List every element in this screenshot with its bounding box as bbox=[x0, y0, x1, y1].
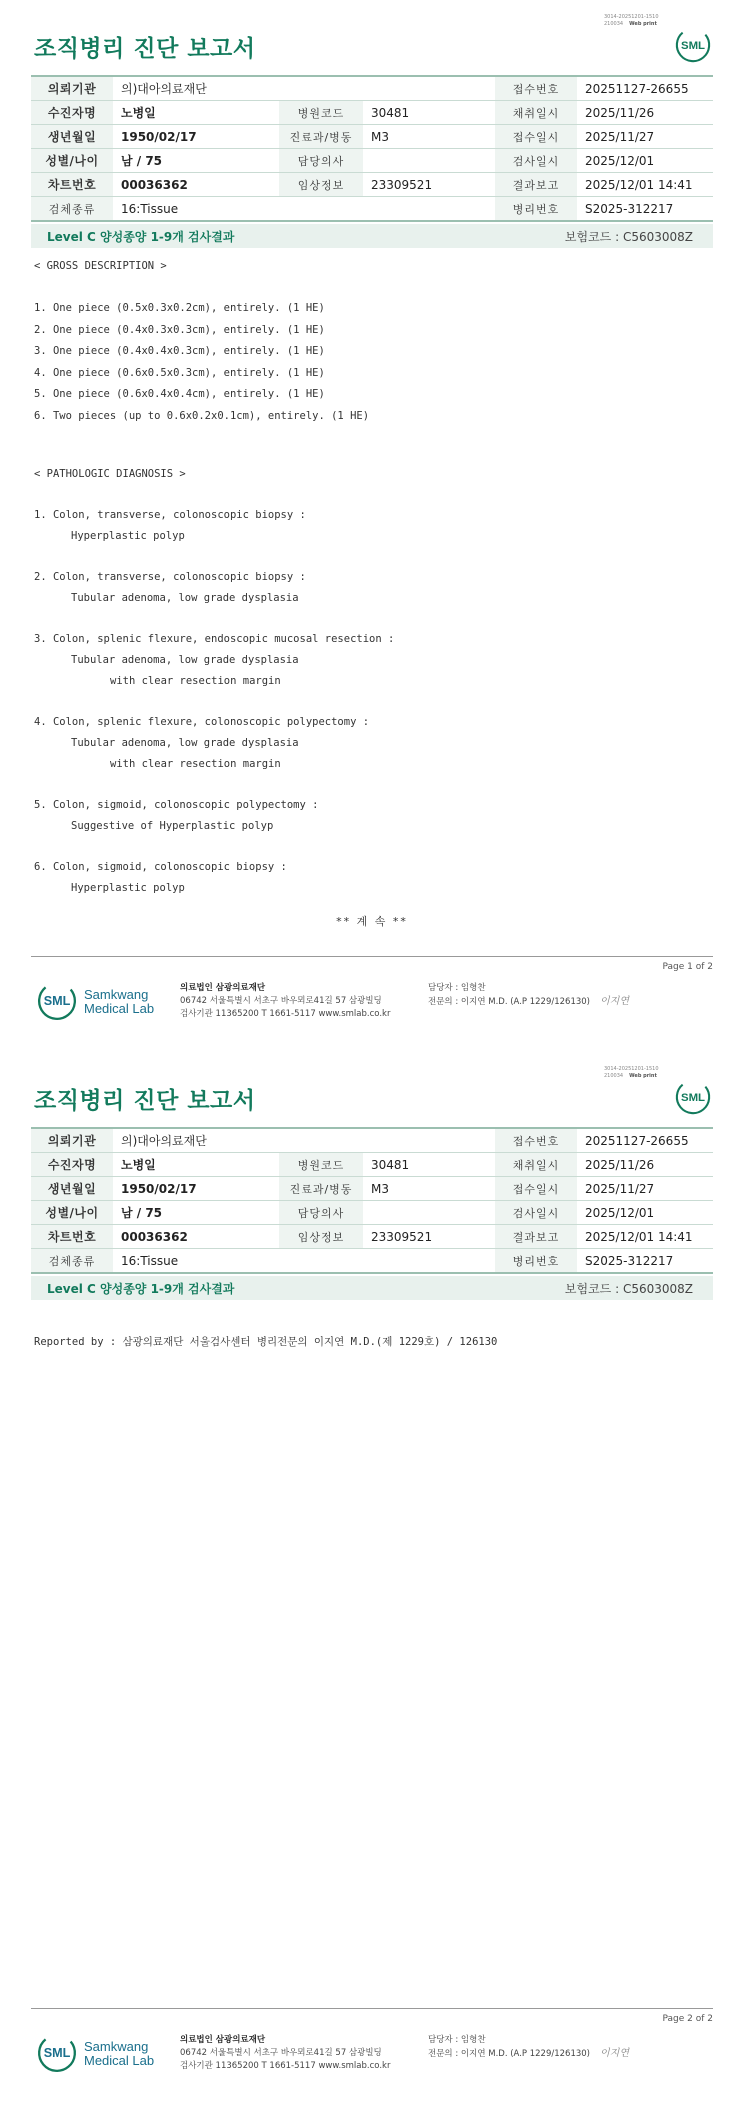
diagnosis-site: 6. Colon, sigmoid, colonoscopic biopsy : bbox=[34, 861, 287, 873]
doctor-value bbox=[363, 149, 495, 173]
gross-item: 4. One piece (0.6x0.5x0.3cm), entirely. (1 HE) bbox=[34, 367, 325, 379]
gross-item: 2. One piece (0.4x0.3x0.3cm), entirely. (1 HE) bbox=[34, 324, 325, 336]
exam-date-value: 2025/12/01 bbox=[577, 149, 713, 173]
report-title: 조직병리 진단 보고서 bbox=[34, 1088, 256, 1114]
collection-date-value: 2025/11/26 bbox=[577, 101, 713, 125]
sml-footer-logo-icon bbox=[36, 980, 78, 1022]
sml-logo-icon bbox=[674, 1078, 712, 1116]
pathology-no-value: S2025-312217 bbox=[577, 197, 713, 222]
dept-label: 진료과/병동 bbox=[279, 1177, 363, 1201]
specimen-label: 검체종류 bbox=[31, 197, 113, 222]
report-date-value: 2025/12/01 14:41 bbox=[577, 173, 713, 197]
footer-address: 의료법인 삼광의료재단 06742 서울특별시 서초구 바우뫼로41길 57 삼광빌딩 검사기관 11365200 T 1661-5117 www.smlab.co.kr bbox=[180, 983, 391, 1019]
clinical-info-value: 23309521 bbox=[363, 173, 495, 197]
report-date-label: 결과보고 bbox=[495, 1225, 577, 1249]
doctor-value bbox=[363, 1201, 495, 1225]
specimen-label: 검체종류 bbox=[31, 1249, 113, 1274]
sml-footer-logo-icon bbox=[36, 2032, 78, 2074]
patient-info-table bbox=[31, 75, 713, 222]
diagnosis-note: with clear resection margin bbox=[110, 758, 281, 770]
diagnosis-heading: < PATHOLOGIC DIAGNOSIS > bbox=[34, 468, 186, 480]
result-title: Level C 양성종양 1-9개 검사결과 bbox=[47, 230, 235, 244]
diagnosis-site: 2. Colon, transverse, colonoscopic biopsy : bbox=[34, 571, 306, 583]
dept-value: M3 bbox=[363, 1177, 495, 1201]
exam-date-value: 2025/12/01 bbox=[577, 1201, 713, 1225]
report-title: 조직병리 진단 보고서 bbox=[34, 36, 256, 62]
sex-age-value: 남 / 75 bbox=[113, 1201, 279, 1225]
gross-heading: < GROSS DESCRIPTION > bbox=[34, 260, 167, 272]
accession-no-label: 접수번호 bbox=[495, 76, 577, 101]
print-metadata: 3014-20251201-1510 210034 Web print bbox=[604, 14, 659, 27]
requesting-org-value: 의)대아의료재단 bbox=[113, 76, 279, 101]
exam-date-label: 검사일시 bbox=[495, 1201, 577, 1225]
signature: 이지연 bbox=[600, 2048, 629, 2059]
chart-no-label: 차트번호 bbox=[31, 173, 113, 197]
specimen-value: 16:Tissue bbox=[113, 1249, 279, 1274]
diagnosis-site: 3. Colon, splenic flexure, endoscopic mucosal resection : bbox=[34, 633, 395, 645]
footer-staff: 담당자 : 임형찬 전문의 : 이지연 M.D. (A.P 1229/126130) 이지연 bbox=[428, 2035, 629, 2059]
diagnosis-result: Tubular adenoma, low grade dysplasia bbox=[71, 737, 299, 749]
receipt-date-label: 접수일시 bbox=[495, 125, 577, 149]
patient-name-value: 노병일 bbox=[113, 101, 279, 125]
diagnosis-result: Tubular adenoma, low grade dysplasia bbox=[71, 654, 299, 666]
report-page-2 bbox=[0, 1052, 744, 2104]
birth-date-label: 생년월일 bbox=[31, 1177, 113, 1201]
insurance-code: 보험코드 : C5603008Z bbox=[564, 230, 693, 244]
result-header-bar bbox=[31, 1276, 713, 1300]
diagnosis-result: Tubular adenoma, low grade dysplasia bbox=[71, 592, 299, 604]
birth-date-label: 생년월일 bbox=[31, 125, 113, 149]
footer-staff: 담당자 : 임형찬 전문의 : 이지연 M.D. (A.P 1229/126130) 이지연 bbox=[428, 983, 629, 1007]
diagnosis-site: 1. Colon, transverse, colonoscopic biopsy : bbox=[34, 509, 306, 521]
dept-value: M3 bbox=[363, 125, 495, 149]
patient-name-value: 노병일 bbox=[113, 1153, 279, 1177]
requesting-org-value: 의)대아의료재단 bbox=[113, 1128, 279, 1153]
svg-text:SML: SML bbox=[680, 39, 706, 52]
sex-age-label: 성별/나이 bbox=[31, 149, 113, 173]
gross-item: 6. Two pieces (up to 0.6x0.2x0.1cm), entirely. (1 HE) bbox=[34, 410, 370, 422]
page-number: Page 2 of 2 bbox=[662, 2014, 713, 2024]
reported-by: Reported by : 삼광의료재단 서울검사센터 병리전문의 이지연 M.D.(제 1229호) / 126130 bbox=[34, 1336, 498, 1348]
page-number: Page 1 of 2 bbox=[662, 962, 713, 972]
chart-no-label: 차트번호 bbox=[31, 1225, 113, 1249]
patient-info-table bbox=[31, 1127, 713, 1274]
accession-no-value: 20251127-26655 bbox=[577, 76, 713, 101]
report-date-label: 결과보고 bbox=[495, 173, 577, 197]
collection-date-label: 채취일시 bbox=[495, 1153, 577, 1177]
pathology-no-label: 병리번호 bbox=[495, 1249, 577, 1274]
hospital-code-value: 30481 bbox=[363, 101, 495, 125]
specimen-value: 16:Tissue bbox=[113, 197, 279, 222]
diagnosis-result: Hyperplastic polyp bbox=[71, 530, 185, 542]
report-date-value: 2025/12/01 14:41 bbox=[577, 1225, 713, 1249]
sex-age-label: 성별/나이 bbox=[31, 1201, 113, 1225]
signature: 이지연 bbox=[600, 996, 629, 1007]
birth-date-value: 1950/02/17 bbox=[113, 125, 279, 149]
sex-age-value: 남 / 75 bbox=[113, 149, 279, 173]
svg-text:SML: SML bbox=[43, 2046, 71, 2061]
patient-name-label: 수진자명 bbox=[31, 101, 113, 125]
sml-logo-icon bbox=[674, 26, 712, 64]
print-metadata: 3014-20251201-1510 210034 Web print bbox=[604, 1066, 659, 1079]
exam-date-label: 검사일시 bbox=[495, 149, 577, 173]
diagnosis-result: Suggestive of Hyperplastic polyp bbox=[71, 820, 274, 832]
continued-marker: ** 계 속 ** bbox=[336, 915, 408, 928]
requesting-org-label: 의뢰기관 bbox=[31, 1128, 113, 1153]
receipt-date-value: 2025/11/27 bbox=[577, 1177, 713, 1201]
clinical-info-value: 23309521 bbox=[363, 1225, 495, 1249]
doctor-label: 담당의사 bbox=[279, 1201, 363, 1225]
diagnosis-note: with clear resection margin bbox=[110, 675, 281, 687]
doctor-label: 담당의사 bbox=[279, 149, 363, 173]
svg-text:SML: SML bbox=[43, 994, 71, 1009]
chart-no-value: 00036362 bbox=[113, 1225, 279, 1249]
result-title: Level C 양성종양 1-9개 검사결과 bbox=[47, 1282, 235, 1296]
dept-label: 진료과/병동 bbox=[279, 125, 363, 149]
chart-no-value: 00036362 bbox=[113, 173, 279, 197]
gross-item: 5. One piece (0.6x0.4x0.4cm), entirely. (1 HE) bbox=[34, 388, 325, 400]
footer-address: 의료법인 삼광의료재단 06742 서울특별시 서초구 바우뫼로41길 57 삼광빌딩 검사기관 11365200 T 1661-5117 www.smlab.co.kr bbox=[180, 2035, 391, 2071]
accession-no-value: 20251127-26655 bbox=[577, 1128, 713, 1153]
receipt-date-value: 2025/11/27 bbox=[577, 125, 713, 149]
diagnosis-site: 4. Colon, splenic flexure, colonoscopic polypectomy : bbox=[34, 716, 370, 728]
receipt-date-label: 접수일시 bbox=[495, 1177, 577, 1201]
pathology-no-value: S2025-312217 bbox=[577, 1249, 713, 1274]
hospital-code-value: 30481 bbox=[363, 1153, 495, 1177]
patient-name-label: 수진자명 bbox=[31, 1153, 113, 1177]
gross-item: 3. One piece (0.4x0.4x0.3cm), entirely. (1 HE) bbox=[34, 345, 325, 357]
gross-item: 1. One piece (0.5x0.3x0.2cm), entirely. (1 HE) bbox=[34, 302, 325, 314]
hospital-code-label: 병원코드 bbox=[279, 101, 363, 125]
svg-text:SML: SML bbox=[680, 1091, 706, 1104]
clinical-info-label: 임상정보 bbox=[279, 173, 363, 197]
clinical-info-label: 임상정보 bbox=[279, 1225, 363, 1249]
footer-brand: Samkwang Medical Lab bbox=[84, 2039, 155, 2068]
result-header-bar bbox=[31, 224, 713, 248]
collection-date-label: 채취일시 bbox=[495, 101, 577, 125]
diagnosis-result: Hyperplastic polyp bbox=[71, 882, 185, 894]
footer-divider bbox=[31, 956, 713, 957]
accession-no-label: 접수번호 bbox=[495, 1128, 577, 1153]
hospital-code-label: 병원코드 bbox=[279, 1153, 363, 1177]
footer-brand: Samkwang Medical Lab bbox=[84, 987, 155, 1016]
collection-date-value: 2025/11/26 bbox=[577, 1153, 713, 1177]
requesting-org-label: 의뢰기관 bbox=[31, 76, 113, 101]
diagnosis-site: 5. Colon, sigmoid, colonoscopic polypectomy : bbox=[34, 799, 319, 811]
birth-date-value: 1950/02/17 bbox=[113, 1177, 279, 1201]
footer-divider bbox=[31, 2008, 713, 2009]
insurance-code: 보험코드 : C5603008Z bbox=[564, 1282, 693, 1296]
pathology-no-label: 병리번호 bbox=[495, 197, 577, 222]
